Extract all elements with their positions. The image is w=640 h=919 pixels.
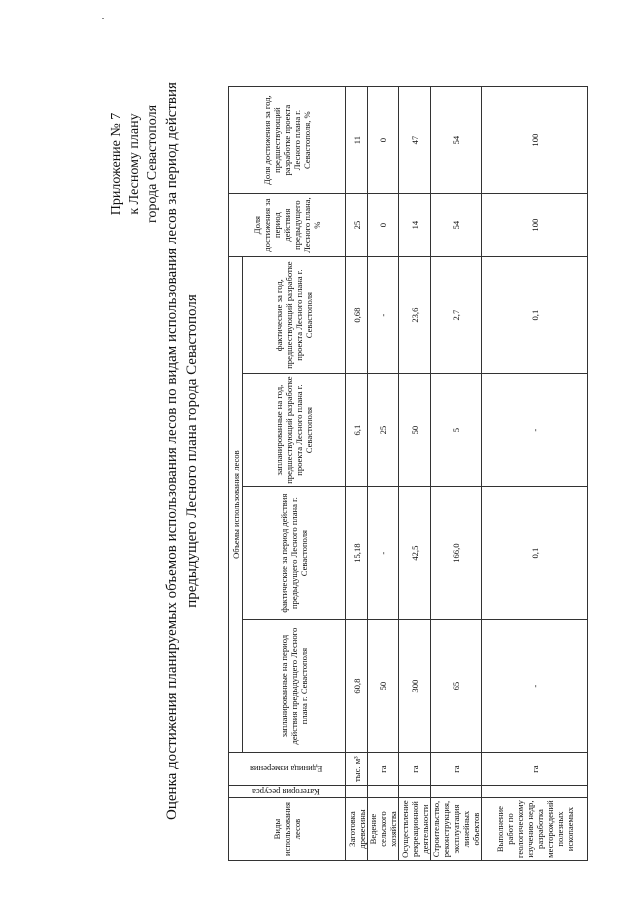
cell-planned-year: -: [482, 374, 588, 487]
appendix-header: [108, 49, 162, 279]
header-share-period: Доля достижения за период действия предыдущего Лесного плана, %: [229, 194, 346, 257]
forest-use-table: [228, 86, 588, 861]
cell-unit: га: [368, 753, 399, 786]
cell-share-period: 0: [368, 194, 399, 257]
table-row: [482, 87, 588, 861]
cell-planned-period: 300: [399, 620, 431, 753]
table-row: [368, 87, 399, 861]
cell-actual-year: 23,6: [399, 257, 431, 374]
cell-type: Заготовка древесины: [346, 798, 368, 861]
cell-actual-period: 42,5: [399, 487, 431, 620]
cell-type: Осуществление рекреационной деятельности: [399, 798, 431, 861]
table-row: [431, 87, 482, 861]
cell-share-period: 54: [431, 194, 482, 257]
header-actual-period: фактические за период действия предыдущего Лесного плана г. Севастополя: [243, 487, 346, 620]
cell-share-period: 100: [482, 194, 588, 257]
cell-share-year: 100: [482, 87, 588, 194]
cell-actual-year: 0,1: [482, 257, 588, 374]
cell-unit: га: [431, 753, 482, 786]
appendix-line: к Лесному плану: [127, 113, 142, 215]
cell-actual-period: 166,0: [431, 487, 482, 620]
header-actual-year: фактические за год, предшествующий разработке проекта Лесного плана г. Севастополя: [243, 257, 346, 374]
header-planned-year: запланированные на год, предшествующий разработке проекта Лесного плана г. Севастополя: [243, 374, 346, 487]
cell-planned-year: 5: [431, 374, 482, 487]
cell-planned-period: 60,8: [346, 620, 368, 753]
cell-unit: тыс. м³: [346, 753, 368, 786]
cell-category: [431, 786, 482, 798]
table-row: [346, 87, 368, 861]
header-category: Категория ресурса: [229, 786, 346, 798]
cell-unit: га: [482, 753, 588, 786]
cell-actual-year: -: [368, 257, 399, 374]
cell-share-year: 47: [399, 87, 431, 194]
cell-type: Ведение сельского хозяйства: [368, 798, 399, 861]
title-line: Оценка достижения планируемых объемов использования лесов по видам использования лесов за период действия: [164, 82, 180, 820]
header-type: Виды использования лесов: [229, 798, 346, 861]
header-volumes-group: Объемы использования лесов: [229, 257, 243, 753]
cell-category: [368, 786, 399, 798]
cell-share-year: 0: [368, 87, 399, 194]
title-line: предыдущего Лесного плана города Севастополя: [184, 294, 200, 608]
table-row: [399, 87, 431, 861]
cell-share-year: 11: [346, 87, 368, 194]
cell-planned-year: 50: [399, 374, 431, 487]
appendix-line: Приложение № 7: [109, 112, 124, 216]
cell-actual-period: 0,1: [482, 487, 588, 620]
cell-actual-year: 0,68: [346, 257, 368, 374]
cell-unit: га: [399, 753, 431, 786]
appendix-line: города Севастополя: [145, 104, 160, 224]
cell-planned-year: 6,1: [346, 374, 368, 487]
cell-planned-period: -: [482, 620, 588, 753]
cell-category: [346, 786, 368, 798]
cell-planned-year: 25: [368, 374, 399, 487]
cell-type: Выполнение работ по геологическому изучению недр, разработка месторождений полезных ископаемых: [482, 798, 588, 861]
cell-actual-year: 2,7: [431, 257, 482, 374]
header-share-year: Доля достижения за год, предшествующий разработке проекта Лесного плана г. Севастополя, %: [229, 87, 346, 194]
header-planned-period: запланированные на период действия предыдущего Лесного плана г. Севастополя: [243, 620, 346, 753]
cell-planned-period: 50: [368, 620, 399, 753]
cell-share-year: 54: [431, 87, 482, 194]
cell-share-period: 14: [399, 194, 431, 257]
cell-type: Строительство, реконструкция, эксплуатация линейных объектов: [431, 798, 482, 861]
cell-actual-period: -: [368, 487, 399, 620]
document-title: [162, 31, 202, 871]
header-unit: Единица измерения: [229, 753, 346, 786]
cell-planned-period: 65: [431, 620, 482, 753]
cell-category: [482, 786, 588, 798]
cell-category: [399, 786, 431, 798]
cell-actual-period: 15,18: [346, 487, 368, 620]
cell-share-period: 25: [346, 194, 368, 257]
